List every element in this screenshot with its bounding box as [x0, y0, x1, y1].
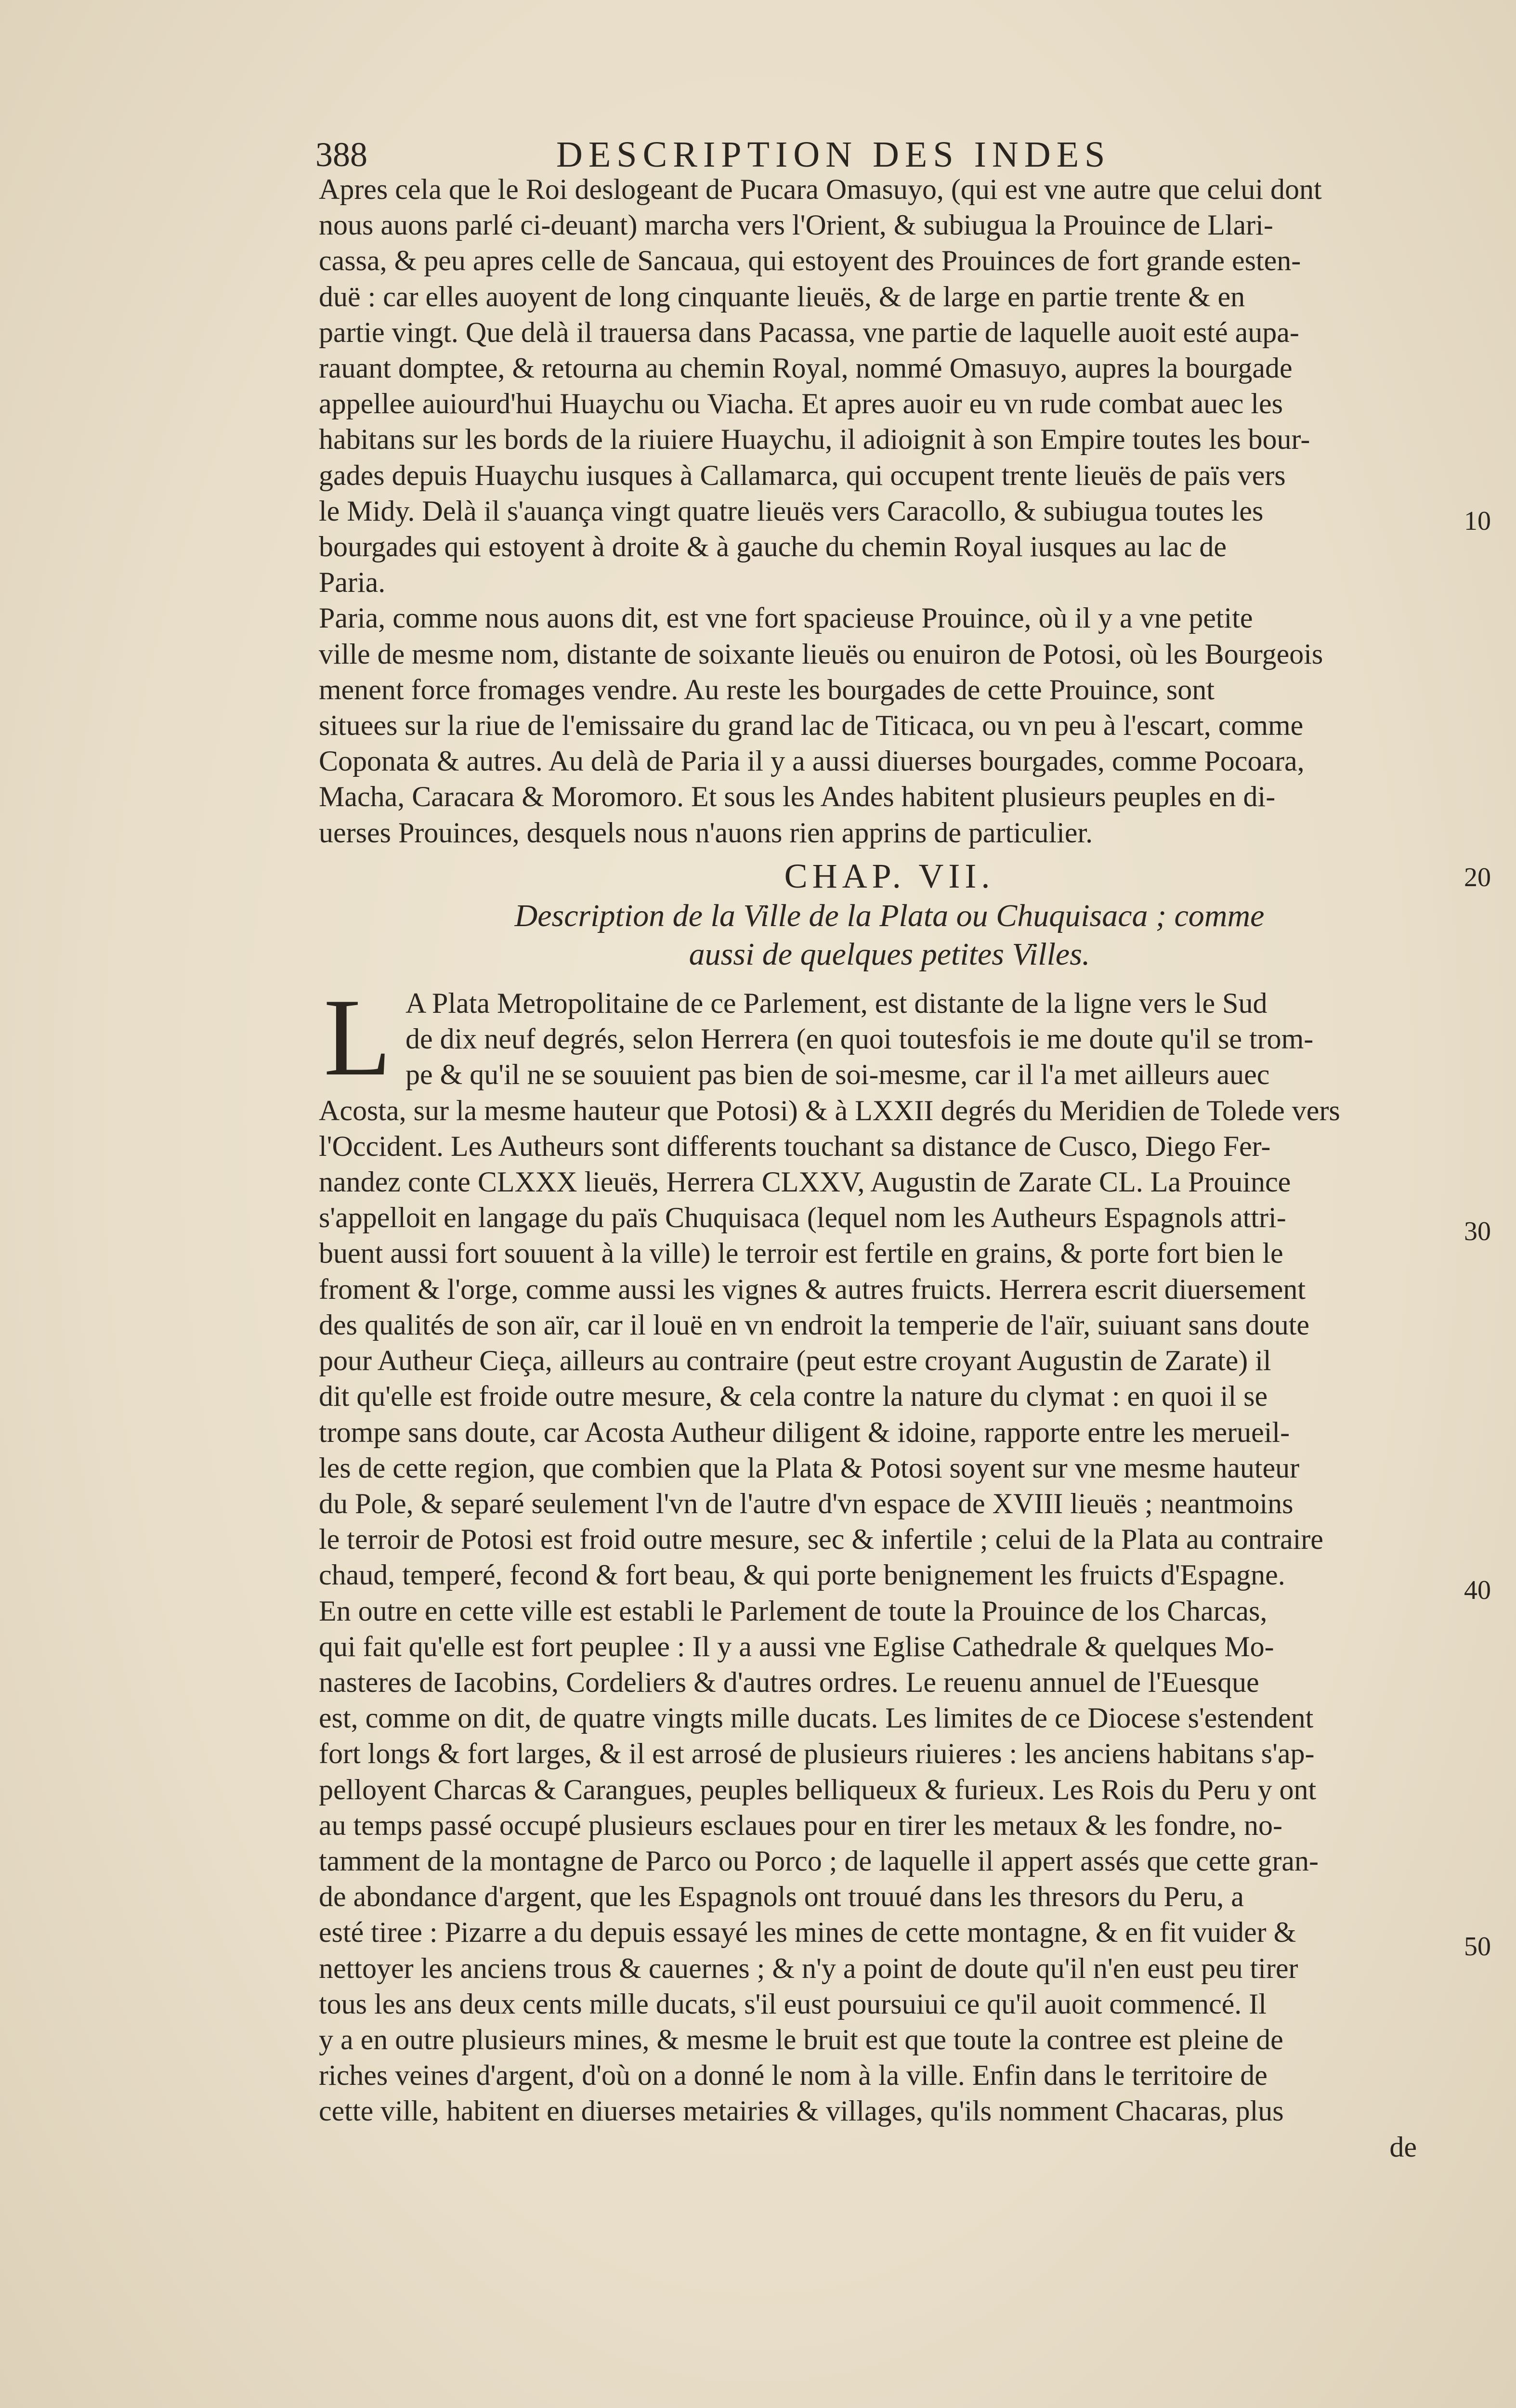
text-line: nous auons parlé ci-deuant) marcha vers l'Orient, & subiugua la Prouince de Llari-: [319, 209, 1273, 241]
text-line: uerses Prouinces, desquels nous n'auons rien apprins de particulier.: [319, 816, 1093, 849]
text-line: Apres cela que le Roi deslogeant de Pucara Omasuyo, (qui est vne autre que celui dont: [319, 173, 1322, 205]
text-line: appellee auiourd'hui Huaychu ou Viacha. Et apres auoir eu vn rude combat auec les: [319, 388, 1283, 420]
paragraphs-bottom: [319, 1093, 1460, 2165]
dropcap-paragraph: [319, 976, 1460, 1099]
text-line: Paria, comme nous auons dit, est vne fort spacieuse Prouince, où il y a vne petite: [319, 602, 1253, 634]
text-line: Macha, Caracara & Moromoro. Et sous les Andes habitent plusieurs peuples en di-: [319, 781, 1276, 813]
text-line: buent aussi fort souuent à la ville) le terroir est fertile en grains, & porte fort bien le: [319, 1237, 1283, 1269]
text-line: trompe sans doute, car Acosta Autheur diligent & idoine, rapporte entre les merueil-: [319, 1416, 1290, 1448]
paragraphs-top: [319, 171, 1460, 851]
page-number: 388: [315, 135, 367, 174]
text-line: tamment de la montagne de Parco ou Porco ; de laquelle il appert assés que cette gran-: [319, 1845, 1319, 1877]
text-line: pelloyent Charcas & Carangues, peuples belliqueux & furieux. Les Rois du Peru y ont: [319, 1773, 1317, 1806]
text-line: au temps passé occupé plusieurs esclaues pour en tirer les metaux & les fondre, no-: [319, 1809, 1283, 1841]
text-line: duë : car elles auoyent de long cinquante lieuës, & de large en partie trente & en: [319, 280, 1245, 313]
chapter-title-line: Description de la Ville de la Plata ou Chuquisaca ; comme: [514, 898, 1265, 934]
text-line: nettoyer les anciens trous & cauernes ; & n'y a point de doute qu'il n'en eust peu tirer: [319, 1952, 1298, 1984]
text-line: froment & l'orge, comme aussi les vignes & autres fruicts. Herrera escrit diuersement: [319, 1273, 1306, 1305]
text-line: gades depuis Huaychu iusques à Callamarca, qui occupent trente lieuës de païs vers: [319, 459, 1286, 491]
text-line: dit qu'elle est froide outre mesure, & cela contre la nature du clymat : en quoi il se: [319, 1380, 1268, 1413]
text-line: pour Autheur Cieça, ailleurs au contraire (peut estre croyant Augustin de Zarate) il: [319, 1345, 1271, 1377]
margin-line-number: 50: [1464, 1932, 1491, 1962]
text-line: qui fait qu'elle est fort peuplee : Il y a aussi vne Eglise Cathedrale & quelques Mo-: [319, 1630, 1274, 1662]
margin-line-number: 20: [1464, 863, 1491, 892]
running-title: DESCRIPTION DES INDES: [556, 134, 1111, 175]
main-text: [319, 171, 1460, 2165]
text-line: ville de mesme nom, distante de soixante lieuës ou enuiron de Potosi, où les Bourgeois: [319, 638, 1323, 670]
margin-line-number: 10: [1464, 506, 1491, 536]
text-line: riches veines d'argent, d'où on a donné le nom à la ville. Enfin dans le territoire de: [319, 2059, 1268, 2092]
text-line: du Pole, & separé seulement l'vn de l'autre d'vn espace de XVIII lieuës ; neantmoins: [319, 1487, 1294, 1519]
text-line: y a en outre plusieurs mines, & mesme le bruit est que toute la contree est pleine de: [319, 2023, 1283, 2055]
chapter-title-line: aussi de quelques petites Villes.: [689, 937, 1090, 972]
text-line: bourgades qui estoyent à droite & à gauche du chemin Royal iusques au lac de: [319, 531, 1227, 563]
text-line: de abondance d'argent, que les Espagnols ont trouué dans les thresors du Peru, a: [319, 1881, 1244, 1913]
text-line: En outre en cette ville est establi le Parlement de toute la Prouince de los Charcas,: [319, 1595, 1268, 1627]
text-line: Coponata & autres. Au delà de Paria il y a aussi diuerses bourgades, comme Pocoara,: [319, 745, 1305, 777]
chapter-heading: CHAP. VII.: [784, 856, 995, 895]
text-line: de dix neuf degrés, selon Herrera (en quoi toutesfois ie me doute qu'il se trom-: [405, 1023, 1314, 1055]
text-line: est, comme on dit, de quatre vingts mille ducats. Les limites de ce Diocese s'estendent: [319, 1702, 1314, 1734]
text-line: nandez conte CLXXX lieuës, Herrera CLXXV, Augustin de Zarate CL. La Prouince: [319, 1166, 1291, 1198]
dropcap-letter: L: [324, 976, 392, 1099]
text-line: tous les ans deux cents mille ducats, s'il eust poursuiui ce qu'il auoit commencé. Il: [319, 1988, 1267, 2020]
text-line: Paria.: [319, 566, 386, 599]
text-line: situees sur la riue de l'emissaire du grand lac de Titicaca, ou vn peu à l'escart, comme: [319, 709, 1304, 742]
catchword: de: [1389, 2131, 1417, 2163]
text-line: A Plata Metropolitaine de ce Parlement, est distante de la ligne vers le Sud: [405, 987, 1268, 1020]
text-line: nasteres de Iacobins, Cordeliers & d'autres ordres. Le reuenu annuel de l'Euesque: [319, 1666, 1259, 1698]
margin-line-number: 30: [1464, 1217, 1491, 1246]
text-line: le terroir de Potosi est froid outre mesure, sec & infertile ; celui de la Plata au contraire: [319, 1523, 1323, 1556]
margin-line-number: 40: [1464, 1575, 1491, 1605]
text-line: pe & qu'il ne se souuient pas bien de soi-mesme, car il l'a met ailleurs auec: [405, 1059, 1270, 1091]
text-line: partie vingt. Que delà il trauersa dans Pacassa, vne partie de laquelle auoit esté aupa-: [319, 316, 1299, 348]
text-line: chaud, temperé, fecond & fort beau, & qui porte benignement les fruicts d'Espagne.: [319, 1559, 1285, 1591]
text-line: fort longs & fort larges, & il est arrosé de plusieurs riuieres : les anciens habitans s'ap-: [319, 1738, 1315, 1770]
text-line: les de cette region, que combien que la Plata & Potosi soyent sur vne mesme hauteur: [319, 1452, 1300, 1484]
text-line: menent force fromages vendre. Au reste les bourgades de cette Prouince, sont: [319, 673, 1215, 706]
text-line: le Midy. Delà il s'auança vingt quatre lieuës vers Caracollo, & subiugua toutes les: [319, 495, 1264, 527]
text-line: s'appelloit en langage du païs Chuquisaca (lequel nom les Autheurs Espagnols attri-: [319, 1202, 1286, 1234]
text-line: des qualités de son aïr, car il louë en vn endroit la temperie de l'aïr, suiuant sans doute: [319, 1309, 1310, 1341]
text-line: Acosta, sur la mesme hauteur que Potosi) & à LXXII degrés du Meridien de Tolede vers: [319, 1094, 1340, 1126]
text-line: l'Occident. Les Autheurs sont differents touchant sa distance de Cusco, Diego Fer-: [319, 1130, 1271, 1162]
text-line: cassa, & peu apres celle de Sancaua, qui estoyent des Prouinces de fort grande esten-: [319, 245, 1301, 277]
text-line: habitans sur les bords de la riuiere Huaychu, il adioignit à son Empire toutes les bour-: [319, 423, 1310, 456]
text-line: cette ville, habitent en diuerses metairies & villages, qu'ils nomment Chacaras, plus: [319, 2095, 1284, 2127]
text-line: esté tiree : Pizarre a du depuis essayé les mines de cette montagne, & en fit vuider &: [319, 1916, 1296, 1949]
text-line: rauant domptee, & retourna au chemin Royal, nommé Omasuyo, aupres la bourgade: [319, 352, 1293, 384]
